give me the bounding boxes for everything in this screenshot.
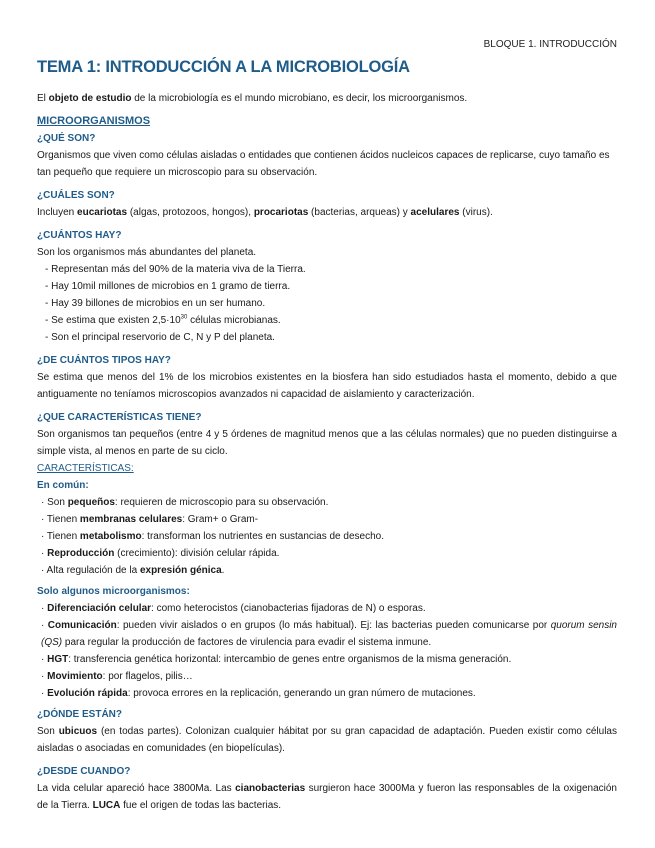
bold-span: ubicuos: [58, 726, 98, 737]
list-item: - Hay 39 billones de microbios en un ser humano.: [45, 298, 266, 309]
text-span: : Gram+ o Gram-: [182, 514, 259, 525]
bold-span: Diferenciación celular: [47, 603, 152, 614]
text-span: · Tienen: [41, 514, 80, 525]
text-span: (crecimiento): división celular rápida.: [114, 548, 280, 559]
text-span: ·: [41, 620, 48, 631]
list-item: [41, 685, 617, 702]
estimate-text-end: células microbianas.: [187, 315, 281, 326]
intro-paragraph: [37, 90, 617, 107]
text-span: : por flagelos, pilis…: [102, 671, 193, 682]
bold-span: cianobacterias: [235, 783, 306, 794]
cuales-son-heading: ¿CUÁLES SON?: [37, 190, 115, 201]
text-span: ·: [41, 688, 48, 699]
caracteristicas-subheading: CARACTERÍSTICAS:: [37, 463, 134, 474]
list-item: [41, 562, 617, 579]
text-span: ·: [41, 671, 48, 682]
list-item: [41, 528, 617, 545]
page-title: TEMA 1: INTRODUCCIÓN A LA MICROBIOLOGÍA: [37, 58, 410, 76]
text-span: (en todas partes). Colonizan cualquier hábitat por su gran capacidad de adaptación. Pueden existir como células aisladas o asociadas en comunidades (en biopelículas).: [37, 726, 617, 754]
list-item: [41, 668, 617, 685]
desde-cuando-text: [37, 780, 617, 814]
bold-span: HGT: [47, 654, 69, 665]
block-header: BLOQUE 1. INTRODUCCIÓN: [483, 39, 617, 50]
text-span: .: [221, 565, 225, 576]
text-span: (bacterias, arqueas) y: [308, 207, 411, 218]
italic-span: quorum sensin (QS): [41, 620, 617, 648]
caracteristicas-heading: ¿QUE CARACTERÍSTICAS TIENE?: [37, 412, 202, 423]
text-span: Son: [37, 726, 59, 737]
list-item: [41, 600, 617, 617]
estimate-exponent: 30: [180, 314, 188, 321]
que-son-text: Organismos que viven como células aisladas o entidades que contienen ácidos nucleicos capaces de replicarse, cuyo tamaño es tan pequeño que requiere un microscopio para su observación.: [37, 150, 610, 178]
text-span: ·: [41, 603, 48, 614]
text-span: para regular la producción de factores de virulencia para evadir el sistema inmune.: [62, 637, 432, 648]
en-comun-list: [37, 494, 617, 579]
bold-span: acelulares: [410, 207, 460, 218]
que-son-heading: ¿QUÉ SON?: [37, 133, 96, 144]
text-span: : como heterocistos (cianobacterias fijadoras de N) o esporas.: [151, 603, 426, 614]
text-span: · Son: [41, 497, 68, 508]
intro-bold: objeto de estudio: [48, 93, 132, 104]
bold-span: Reproducción: [47, 548, 115, 559]
bold-span: eucariotas: [77, 207, 128, 218]
bold-span: pequeños: [67, 497, 115, 508]
donde-estan-text: [37, 723, 617, 757]
cuantos-hay-list: [37, 261, 617, 346]
list-item: [41, 617, 617, 651]
bold-span: Movimiento: [47, 671, 103, 682]
list-item: [41, 545, 617, 562]
en-comun-heading: En común:: [37, 480, 89, 491]
text-span: : transferencia genética horizontal: intercambio de genes entre organismos de la misma generación.: [68, 654, 512, 665]
cuales-son-text: [37, 204, 617, 221]
bold-span: metabolismo: [79, 531, 142, 542]
list-item: [41, 651, 617, 668]
list-item: [41, 494, 617, 511]
text-span: (algas, protozoos, hongos),: [127, 207, 254, 218]
text-span: · Tienen: [41, 531, 80, 542]
bold-span: LUCA: [92, 800, 121, 811]
intro-text-end: de la microbiología es el mundo microbiano, es decir, los microorganismos.: [131, 93, 468, 104]
bold-span: membranas celulares: [79, 514, 183, 525]
list-item: [41, 511, 617, 528]
estimate-text: - Se estima que existen 2,5·10: [45, 315, 181, 326]
text-span: · Alta regulación de la: [41, 565, 140, 576]
list-item: - Son el principal reservorio de C, N y P del planeta.: [45, 332, 275, 343]
text-span: : requieren de microscopio para su observación.: [114, 497, 329, 508]
donde-estan-heading: ¿DÓNDE ESTÁN?: [37, 709, 122, 720]
cuantos-hay-intro: Son los organismos más abundantes del planeta.: [37, 247, 257, 258]
bold-span: Evolución rápida: [47, 688, 128, 699]
intro-text: El: [37, 93, 49, 104]
solo-algunos-heading: Solo algunos microorganismos:: [37, 586, 190, 597]
text-span: ·: [41, 654, 48, 665]
text-span: : transforman los nutrientes en sustancias de desecho.: [141, 531, 384, 542]
text-span: Incluyen: [37, 207, 78, 218]
caracteristicas-text: Son organismos tan pequeños (entre 4 y 5 órdenes de magnitud menos que a las células normales) que no pueden distinguirse a simple vista, al menos en parte de su ciclo.: [37, 429, 617, 457]
cuantos-tipos-heading: ¿DE CUÁNTOS TIPOS HAY?: [37, 355, 171, 366]
text-span: : provoca errores en la replicación, generando un gran número de mutaciones.: [127, 688, 476, 699]
list-item: [37, 312, 617, 329]
text-span: surgieron hace 3000Ma y fueron las responsables de la oxigenación de la Tierra.: [37, 783, 617, 811]
desde-cuando-heading: ¿DESDE CUANDO?: [37, 766, 131, 777]
list-item: - Hay 10mil millones de microbios en 1 gramo de tierra.: [45, 281, 291, 292]
section-heading: MICROORGANISMOS: [37, 115, 151, 127]
text-span: La vida celular apareció hace 3800Ma. Las: [37, 783, 236, 794]
text-span: ·: [41, 548, 48, 559]
list-item: - Representan más del 90% de la materia viva de la Tierra.: [45, 264, 306, 275]
bold-span: expresión génica: [139, 565, 222, 576]
text-span: : pueden vivir aislados o en grupos (lo más habitual). Ej: las bacterias pueden comunicarse por: [116, 620, 551, 631]
text-span: fue el origen de todas las bacterias.: [120, 800, 282, 811]
solo-algunos-list: [37, 600, 617, 702]
cuantos-tipos-text: Se estima que menos del 1% de los microbios existentes en la biosfera han sido estudiados hasta el momento, debido a que antiguamente no teníamos microscopios avanzados ni capacidad de aislamiento y caracterización.: [37, 372, 617, 400]
text-span: (virus).: [459, 207, 493, 218]
document-body: [37, 90, 617, 814]
cuantos-hay-heading: ¿CUÁNTOS HAY?: [37, 230, 122, 241]
bold-span: Comunicación: [47, 620, 117, 631]
bold-span: procariotas: [253, 207, 309, 218]
